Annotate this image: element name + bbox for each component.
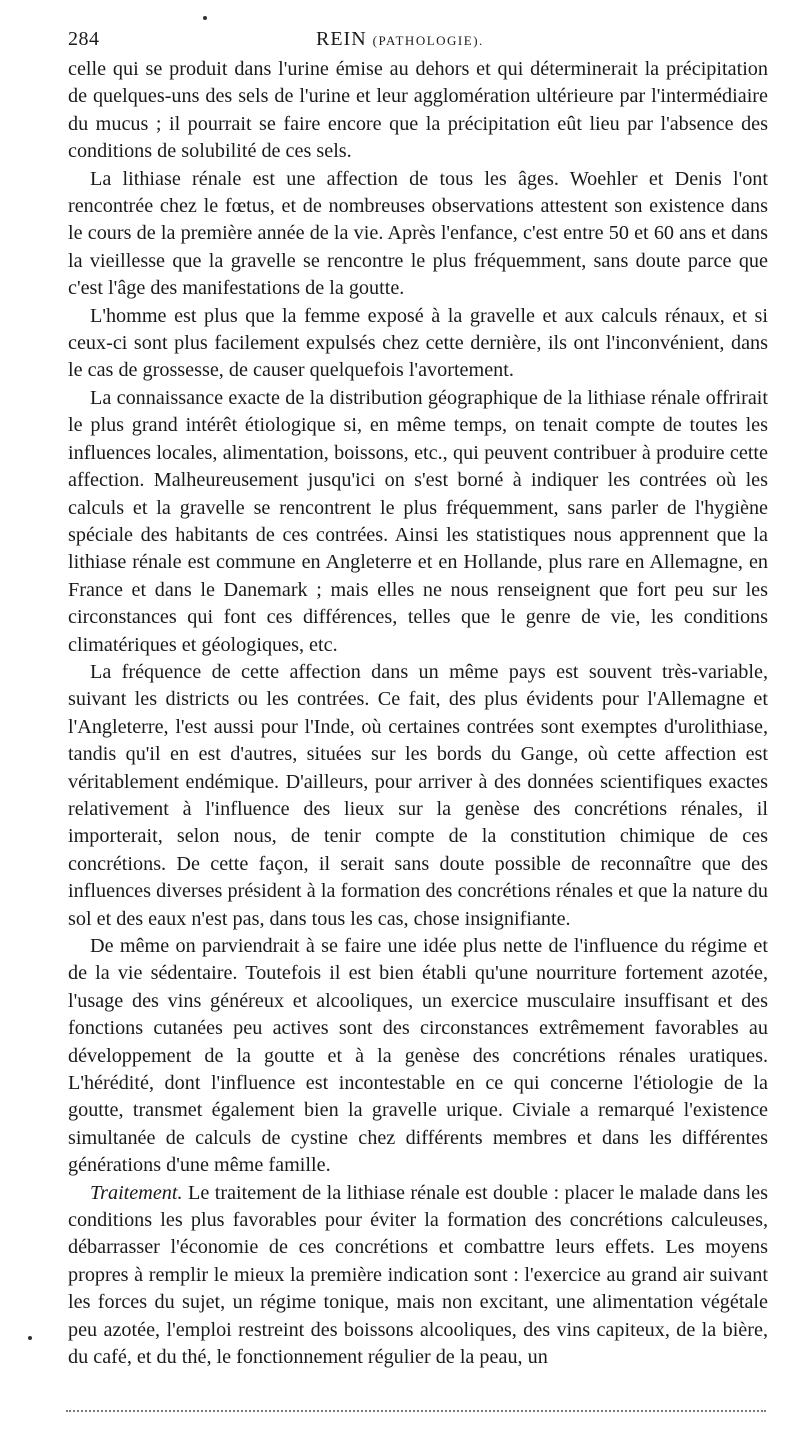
paragraph-regime: De même on parviendrait à se faire une idée plus nette de l'influence du régime et de la vie sédentaire. Toutefois il est bien établi qu'une nourriture fortement azotée, l'usage des vins généreux et alcooliques, un exercice musculaire insuffisant et des fonctions cutanées peu actives sont des circonstances extrêmement favorables au développement de la goutte et à la genèse des concrétions rénales uratiques. L'hérédité, dont l'influence est incontestable en ce qui concerne l'étiologie de la goutte, transmet également bien la gravelle urique. Civiale a remarqué l'existence simultanée de calculs de cystine chez différents membres et dans les différentes générations d'une même famille.	[68, 935, 768, 1177]
running-title-sub: (PATHOLOGIE).	[372, 33, 484, 48]
margin-dot-top	[203, 16, 207, 20]
paragraph-sex: L'homme est plus que la femme exposé à la gravelle et aux calculs rénaux, et si ceux-ci sont plus facilement expulsés chez cette dernière, ils ont l'inconvénient, dans le cas de grossesse, de causer quelquefois l'avortement.	[68, 304, 768, 382]
page	[68, 20, 768, 1372]
treatment-heading: Traitement.	[90, 1181, 183, 1204]
paragraph-continuation: celle qui se produit dans l'urine émise au dehors et qui déterminerait la précipitation de quelques-uns des sels de l'urine et leur agglomération ultérieure par l'intermédiaire du mucus ; il pourrait se faire encore que la précipitation eût lieu par l'absence des conditions de solubilité de ces sels.	[68, 58, 768, 163]
footer-rule	[66, 1410, 766, 1412]
margin-dot-bottom	[28, 1336, 32, 1340]
running-header	[68, 20, 768, 48]
running-title	[316, 28, 484, 51]
paragraph-geography: La connaissance exacte de la distribution géographique de la lithiase rénale offrirait le plus grand intérêt étiologique si, en même temps, on tenait compte de toutes les influences locales, alimentation, boissons, etc., qui peuvent contribuer à produire cette affection. Malheureusement jusqu'ici on s'est borné à indiquer les contrées où les calculs et la gravelle se rencontrent le plus fréquemment, sans parler de l'hygiène spéciale des habitants de ces contrées. Ainsi les statistiques nous apprennent que la lithiase rénale est commune en Angleterre et en Hollande, plus rare en Allemagne, en France et dans le Danemark ; mais elles ne nous renseignent que fort peu sur les circonstances qui font ces différences, telles que le genre de vie, les conditions climatériques et géologiques, etc.	[68, 386, 768, 656]
body-text	[68, 56, 768, 1372]
paragraph-age: La lithiase rénale est une affection de tous les âges. Woehler et Denis l'ont rencontrée chez le fœtus, et de nombreuses observations attestent son existence dans le cours de la première année de la vie. Après l'enfance, c'est entre 50 et 60 ans et dans la vieillesse que la gravelle se rencontre le plus fréquemment, sans doute parce que c'est l'âge des manifestations de la goutte.	[68, 167, 768, 300]
paragraph-frequency: La fréquence de cette affection dans un même pays est souvent très-variable, suivant les districts ou les contrées. Ce fait, des plus évidents pour l'Allemagne et l'Angleterre, l'est aussi pour l'Inde, où certaines contrées sont exemptes d'urolithiase, tandis qu'il en est d'autres, situées sur les bords du Gange, où cette affection est véritablement endémique. D'ailleurs, pour arriver à des données scientifiques exactes relativement à l'influence des lieux sur la genèse des concrétions rénales, il importerait, selon nous, de tenir compte de la constitution chimique de ces concrétions. De cette façon, il serait sans doute possible de reconnaître que des influences diverses président à la formation des concrétions rénales et que la nature du sol et des eaux n'est pas, dans tous les cas, chose insignifiante.	[68, 660, 768, 930]
treatment-text: Le traitement de la lithiase rénale est double : placer le malade dans les conditions les plus favorables pour éviter la formation des concrétions calculeuses, débarrasser l'économie de ces concrétions et combattre leurs effets. Les moyens propres à remplir le mieux la première indication sont : l'exercice au grand air suivant les forces du sujet, un régime tonique, mais non excitant, une alimentation végétale peu azotée, l'emploi restreint des boissons alcooliques, des vins capiteux, de la bière, du café, et du thé, le fonctionnement régulier de la peau, un	[68, 1181, 768, 1369]
running-title-main: REIN	[316, 28, 367, 50]
paragraph-treatment	[68, 1180, 768, 1372]
page-number: 284	[68, 28, 100, 50]
